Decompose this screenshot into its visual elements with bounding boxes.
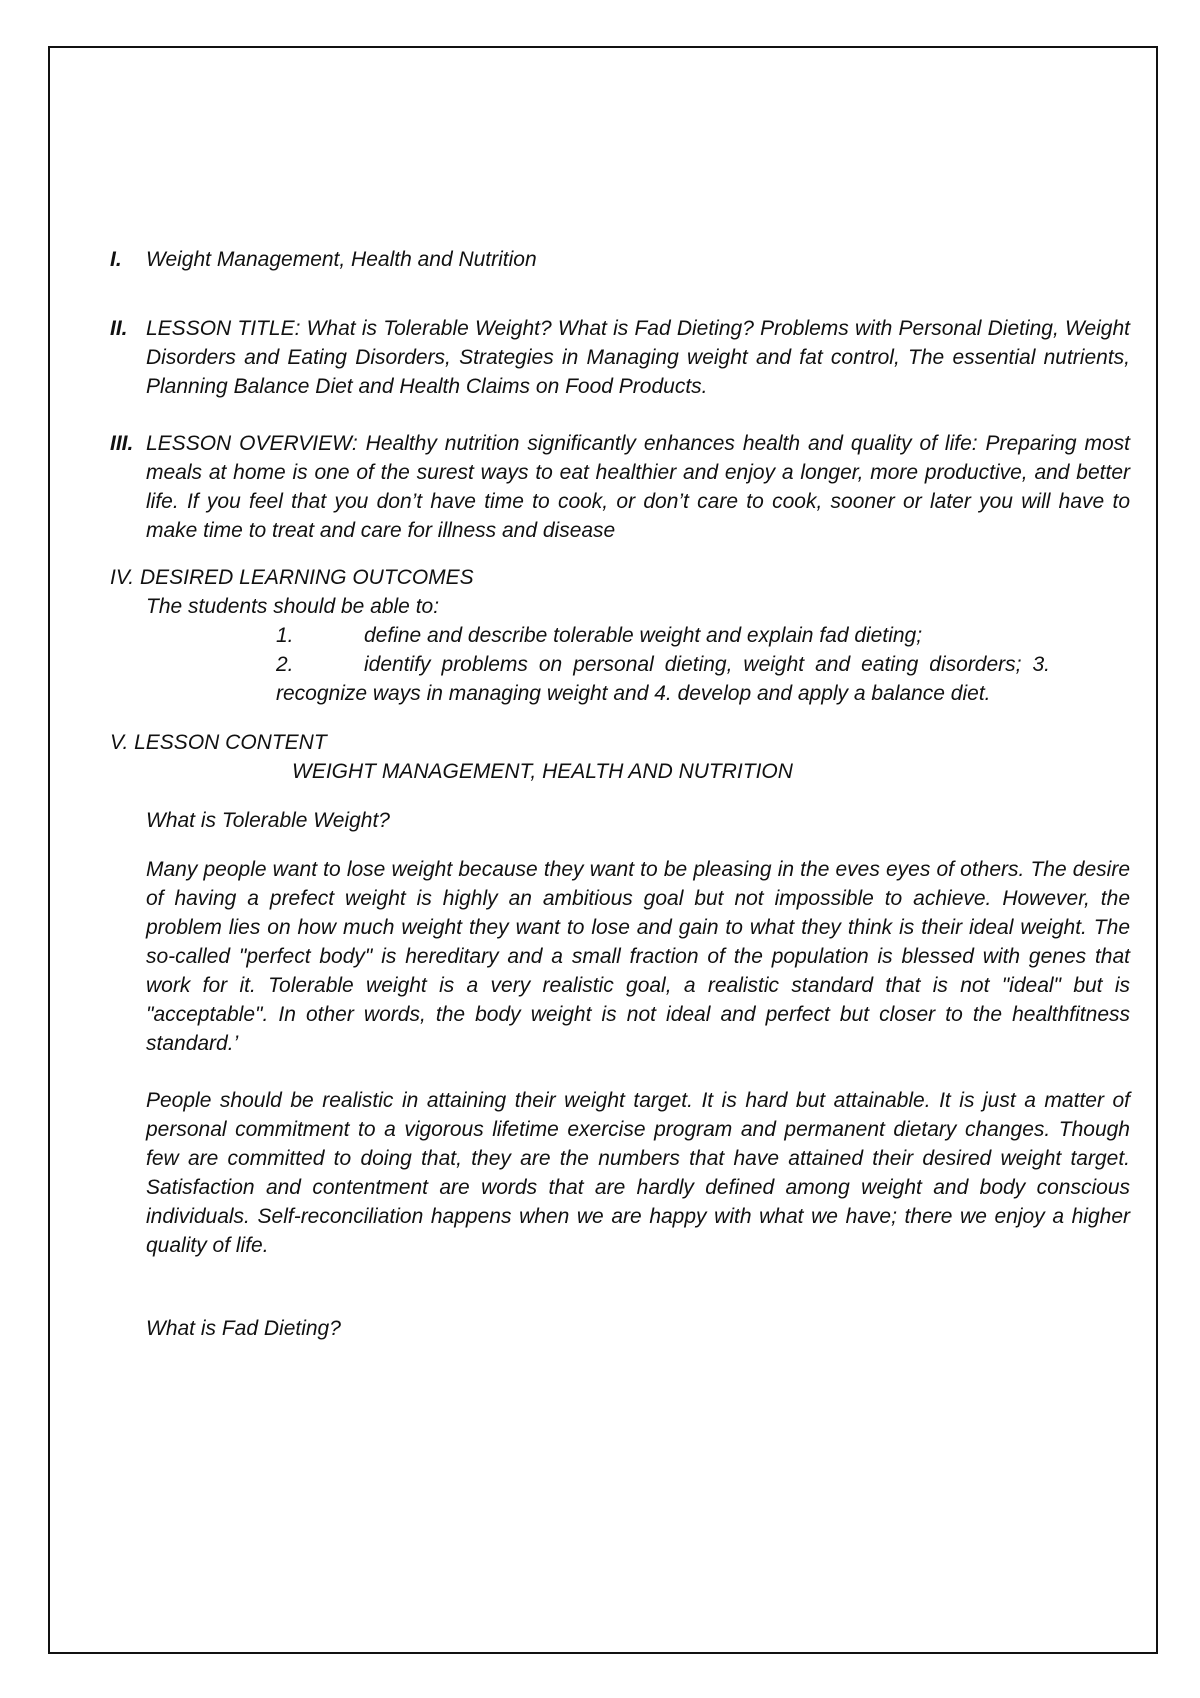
section-2-number: II. <box>110 317 128 340</box>
outcomes-list <box>276 621 1050 708</box>
outcome-item-1-text: define and describe tolerable weight and explain fad dieting; <box>364 624 923 647</box>
section-1-number: I. <box>110 248 122 271</box>
outcome-item-2-text: identify problems on personal dieting, weight and eating disorders; 3. recognize ways in managing weight and 4. develop and apply a balance diet. <box>276 653 1050 705</box>
section-1 <box>110 245 1130 274</box>
outcome-item-1 <box>276 621 1050 650</box>
document-body <box>110 245 1130 1363</box>
section-5-heading: V. LESSON CONTENT <box>110 731 327 754</box>
question-fad-dieting: What is Fad Dieting? <box>146 1317 341 1340</box>
section-2-lesson-title <box>110 314 1130 401</box>
section-3-text: LESSON OVERVIEW: Healthy nutrition significantly enhances health and quality of life: Preparing most meals at home is one of the surest ways to eat healthier and enjoy a longer, more productive, and better life. If you feel that you don’t have time to cook, or don’t care to cook, sooner or later you will have to make time to treat and care for illness and disease <box>146 432 1130 542</box>
content-title: WEIGHT MANAGEMENT, HEALTH AND NUTRITION <box>292 760 793 783</box>
section-1-text: Weight Management, Health and Nutrition <box>146 248 537 271</box>
paragraph-tolerable-weight-1: Many people want to lose weight because they want to be pleasing in the eves eyes of others. The desire of having a prefect weight is highly an ambitious goal but not impossible to achieve. However, the problem lies on how much weight they want to lose and gain to what they think is their ideal weight. The so-called "perfect body" is hereditary and a small fraction of the population is blessed with genes that work for it. Tolerable weight is a very realistic goal, a realistic standard that is not "ideal" but is "acceptable". In other words, the body weight is not ideal and perfect but closer to the healthfitness standard.’ <box>146 858 1130 1055</box>
section-5-lesson-content <box>110 728 1130 1343</box>
section-3-lesson-overview <box>110 429 1130 545</box>
section-2-text: LESSON TITLE: What is Tolerable Weight? What is Fad Dieting? Problems with Personal Dieting, Weight Disorders and Eating Disorders, Strategies in Managing weight and fat control, The essential nutrients, Planning Balance Diet and Health Claims on Food Products. <box>146 317 1130 398</box>
outcome-item-1-number: 1. <box>276 624 294 647</box>
section-4-learning-outcomes <box>110 563 1130 708</box>
outcome-item-2-number: 2. <box>276 653 294 676</box>
section-4-intro: The students should be able to: <box>146 595 440 618</box>
section-3-number: III. <box>110 432 134 455</box>
paragraph-tolerable-weight-2: People should be realistic in attaining their weight target. It is hard but attainable. It is just a matter of personal commitment to a vigorous lifetime exercise program and permanent dietary changes. Though few are committed to doing that, they are the numbers that have attained their desired weight target. Satisfaction and contentment are words that are hardly defined among weight and body conscious individuals. Self-reconciliation happens when we are happy with what we have; there we enjoy a higher quality of life. <box>146 1089 1130 1257</box>
section-4-heading: IV. DESIRED LEARNING OUTCOMES <box>110 566 474 589</box>
outcome-item-2 <box>276 650 1050 708</box>
question-tolerable-weight: What is Tolerable Weight? <box>146 809 390 832</box>
